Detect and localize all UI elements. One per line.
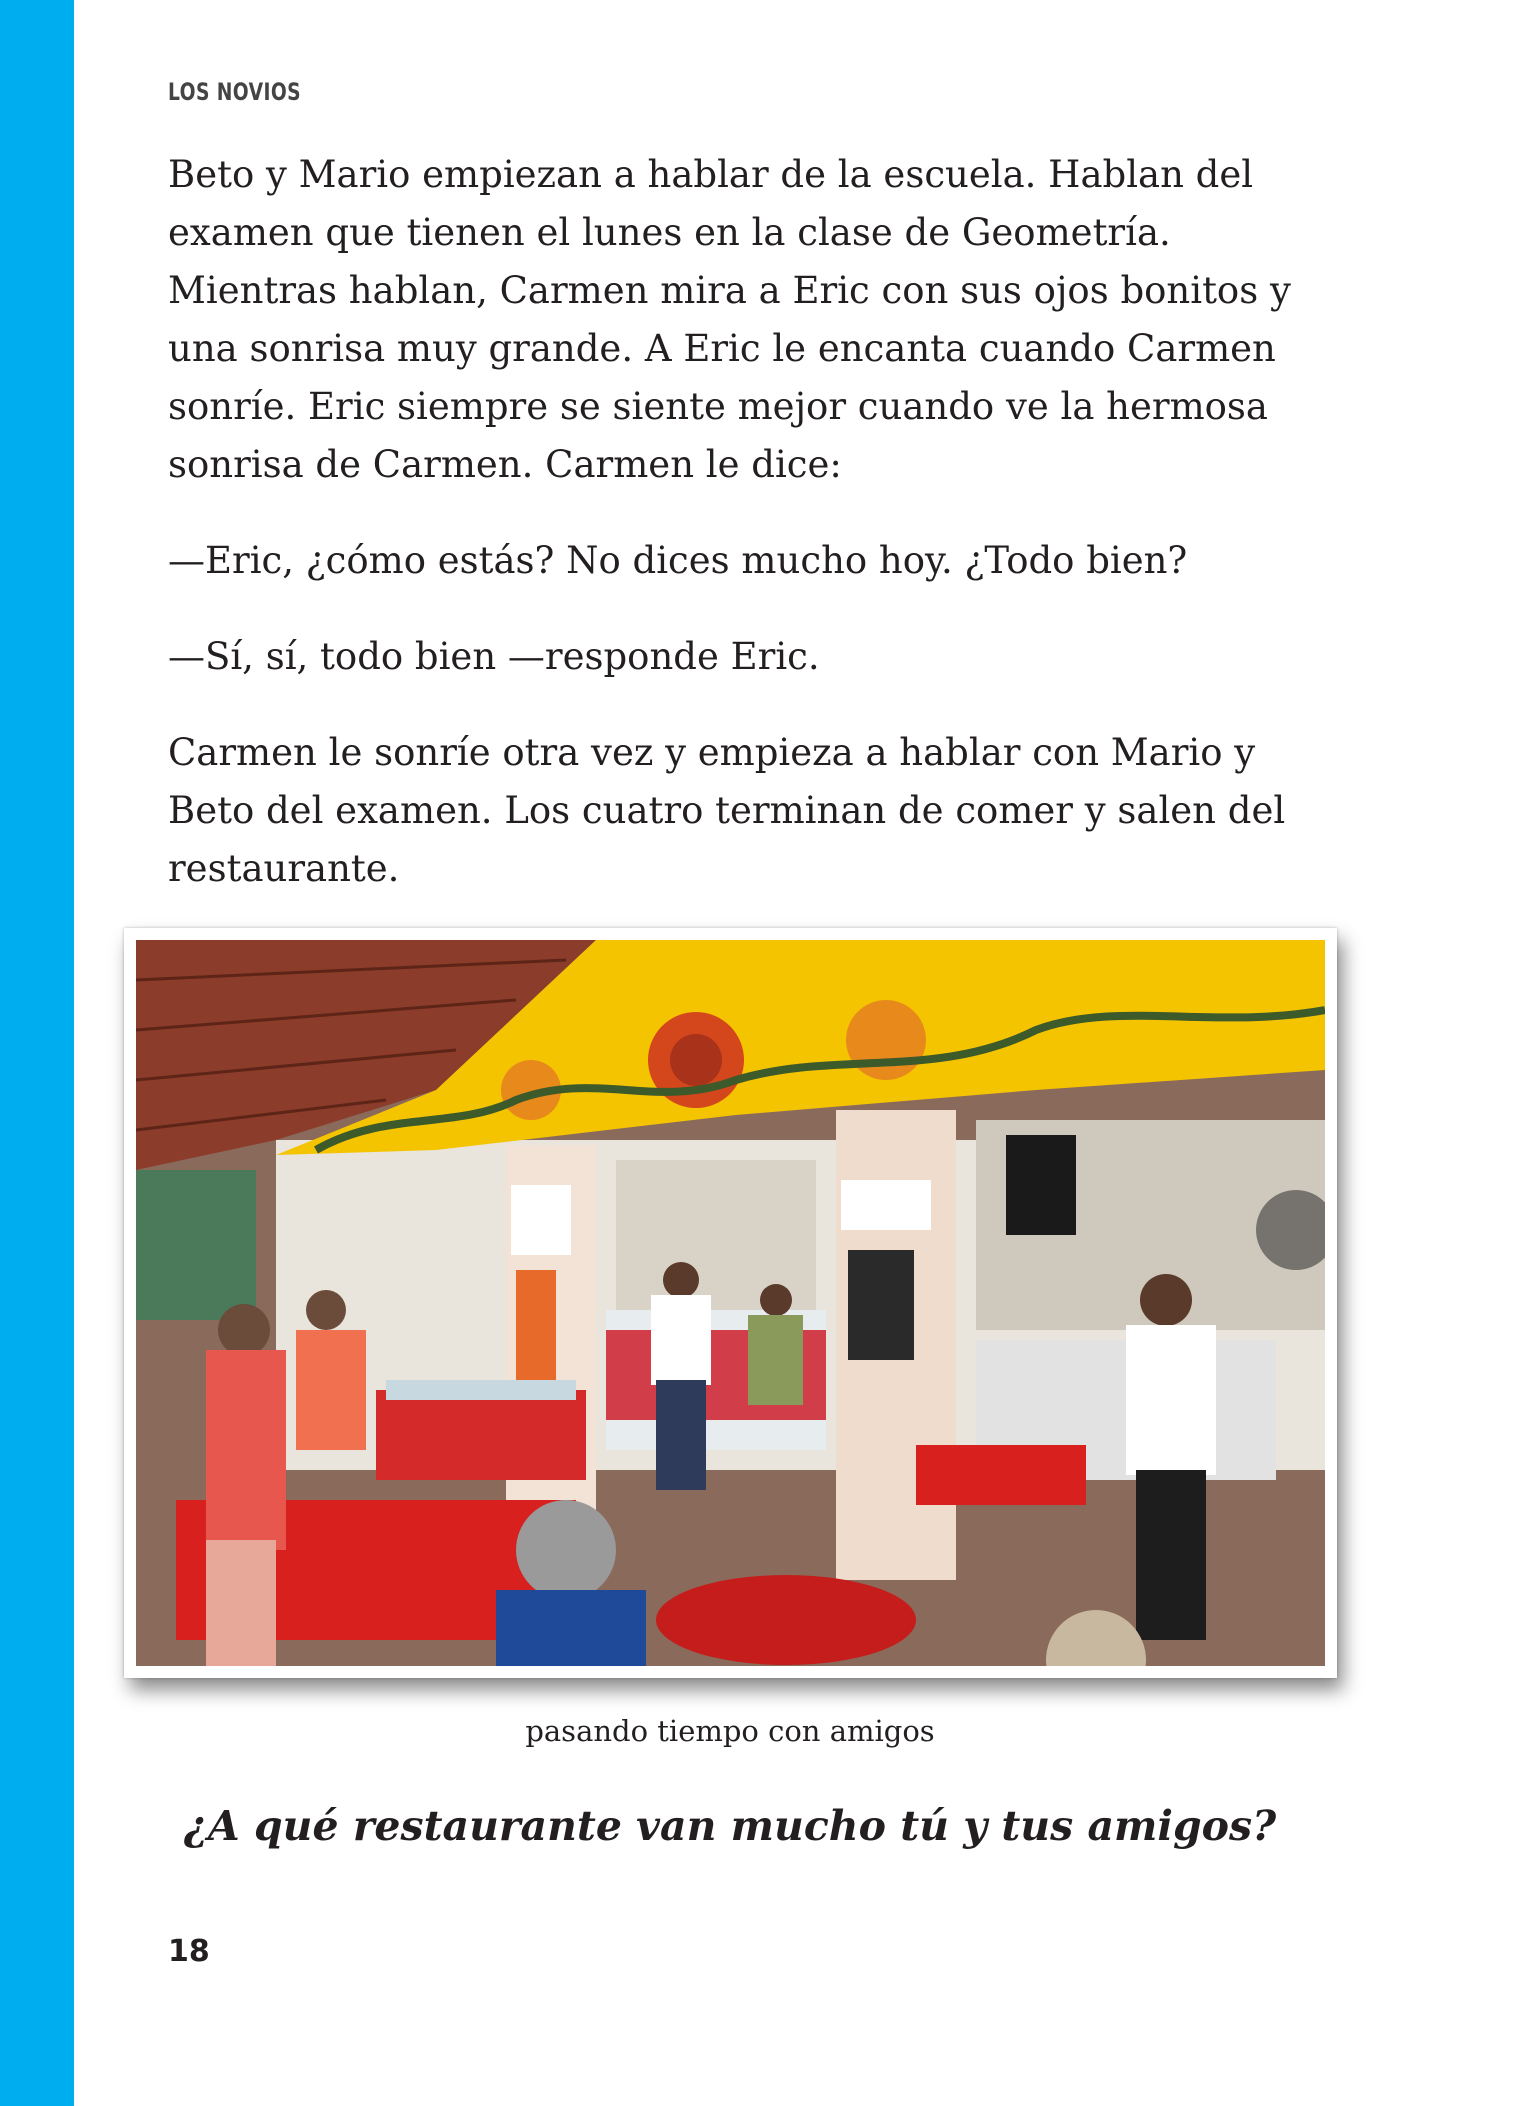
story-text: [168, 146, 1348, 936]
restaurant-photo: [124, 928, 1337, 1678]
page-number: 18: [168, 1934, 210, 1969]
paragraph-4: Carmen le sonríe otra vez y empieza a hablar con Mario y Beto del examen. Los cuatro terminan de comer y salen del restaurante.: [168, 731, 1286, 890]
discussion-question: ¿A qué restaurante van mucho tú y tus amigos?: [183, 1802, 1277, 1850]
photo-caption: pasando tiempo con amigos: [525, 1714, 935, 1748]
running-header: LOS NOVIOS: [168, 78, 302, 106]
side-color-bar: [0, 0, 74, 2106]
paragraph-3: —Sí, sí, todo bien —responde Eric.: [168, 635, 820, 678]
restaurant-photo-illustration: [136, 940, 1325, 1666]
paragraph-1: Beto y Mario empiezan a hablar de la escuela. Hablan del examen que tienen el lunes en la clase de Geometría. Mientras hablan, Carmen mira a Eric con sus ojos bonitos y una sonrisa muy grande. A Eric le encanta cuando Carmen sonríe. Eric siempre se siente mejor cuando ve la hermosa sonrisa de Carmen. Carmen le dice:: [168, 153, 1291, 486]
paragraph-2: —Eric, ¿cómo estás? No dices mucho hoy. ¿Todo bien?: [168, 539, 1188, 582]
